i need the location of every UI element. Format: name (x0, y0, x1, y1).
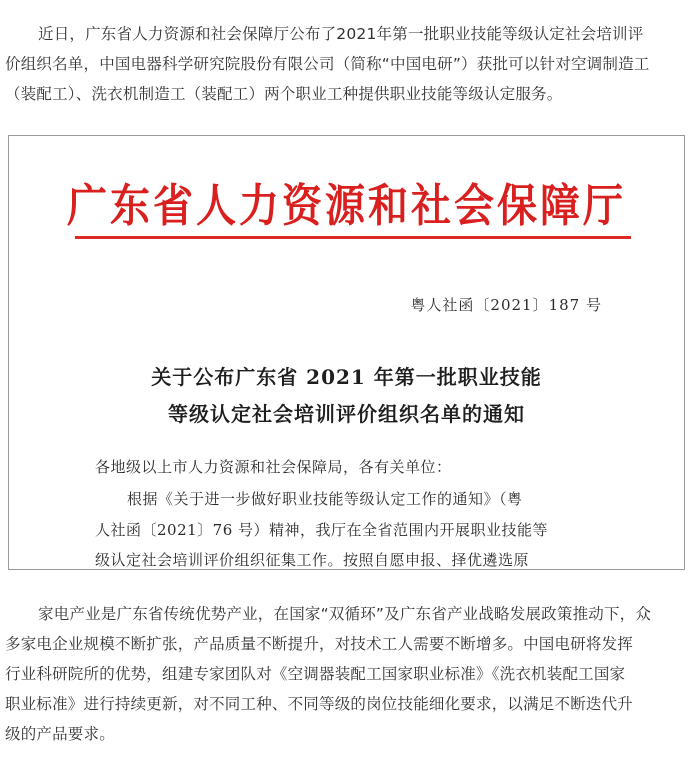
letterhead-red-rule (75, 236, 631, 239)
document-number: 粤人社函〔2021〕187 号 (410, 296, 602, 314)
outro-line-2: 多家电企业规模不断扩张，产品质量不断提升，对技术工人需要不断增多。中国电研将发挥 (5, 635, 634, 653)
document-body-line-2: 人社函〔2021〕76 号）精神，我厅在全省范围内开展职业技能等 (95, 521, 549, 539)
outro-line-5: 级的产品要求。 (5, 725, 115, 743)
intro-line-1: 近日，广东省人力资源和社会保障厅公布了2021年第一批职业技能等级认定社会培训评 (38, 25, 644, 43)
outro-line-3: 行业科研院所的优势，组建专家团队对《空调器装配工国家职业标准》《洗衣机装配工国家 (5, 665, 626, 683)
article-outro-paragraph (5, 599, 691, 749)
document-body-line-1: 根据《关于进一步做好职业技能等级认定工作的通知》（粤 (127, 490, 523, 508)
document-salutation: 各地级以上市人力资源和社会保障局，各有关单位： (95, 458, 452, 476)
article-intro-paragraph (5, 19, 691, 109)
outro-line-1: 家电产业是广东省传统优势产业，在国家“双循环”及广东省产业战略发展政策推动下，众 (38, 605, 652, 623)
document-letterhead: 广东省人力资源和社会保障厅 (67, 180, 626, 233)
intro-line-3: （装配工）、洗衣机制造工（装配工）两个职业工种提供职业技能等级认定服务。 (5, 85, 563, 103)
document-body-line-3: 级认定社会培训评价组织征集工作。按照自愿申报、择优遴选原 (95, 551, 530, 569)
official-document-image (8, 135, 685, 570)
document-title-line-1: 关于公布广东省 2021 年第一批职业技能 (151, 365, 542, 389)
document-title-line-2: 等级认定社会培训评价组织名单的通知 (168, 402, 525, 426)
intro-line-2: 价组织名单，中国电器科学研究院股份有限公司（简称“中国电研”）获批可以针对空调制造工 (5, 55, 650, 73)
outro-line-4: 职业标准》进行持续更新，对不同工种、不同等级的岗位技能细化要求，以满足不断迭代升 (5, 695, 634, 713)
